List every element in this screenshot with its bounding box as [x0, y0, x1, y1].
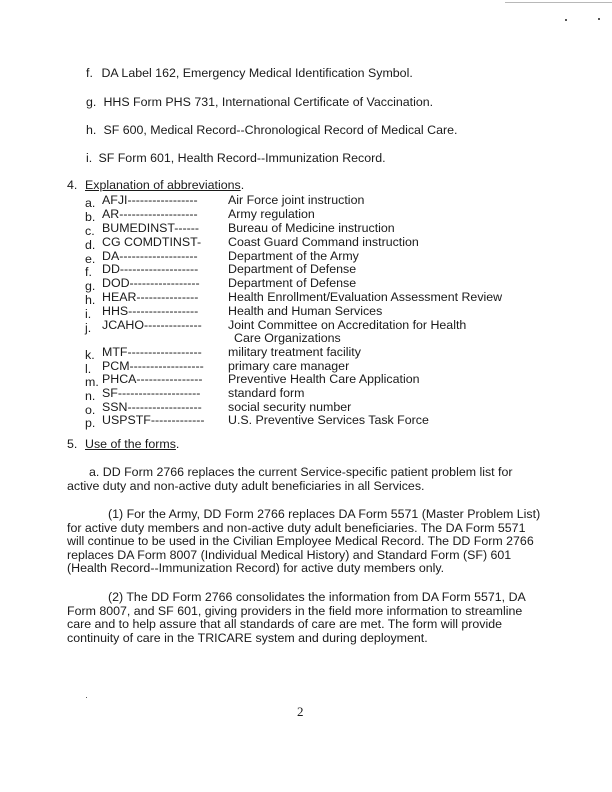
- section-title: Explanation of abbreviations: [85, 178, 241, 192]
- section-number: 5.: [67, 437, 78, 451]
- list-letter: g.: [86, 95, 97, 109]
- form-reference-f: [86, 66, 413, 80]
- row-letter: n.: [85, 389, 96, 403]
- heading-punctuation: .: [240, 178, 245, 192]
- form-reference-g: [86, 95, 433, 109]
- abbreviation-row: [85, 413, 429, 430]
- abbreviation-definition: Coast Guard Command instruction: [228, 235, 419, 249]
- abbreviation-term: HEAR---------------: [102, 290, 199, 304]
- abbreviation-row: [85, 359, 350, 376]
- abbreviation-term: DD-------------------: [102, 262, 199, 276]
- list-letter: f.: [86, 66, 93, 80]
- row-letter: k.: [85, 348, 95, 362]
- paragraph-text: (1) For the Army, DD Form 2766 replaces DA Form 5571 (Master Problem List) for active duty members and non-active duty adult beneficiaries. The DA Form 5571 will continue to be used in the Civilian Employee Medical Record. The DD Form 2766 replaces DA Form 8007 (Individual Medical History) and Standard Form (SF) 601 (Health Record--Immunization Record) for active duty members only.: [67, 507, 541, 576]
- abbreviation-row: [85, 372, 420, 389]
- abbreviation-definition: standard form: [228, 386, 305, 400]
- reference-text: SF Form 601, Health Record--Immunization Record.: [98, 151, 386, 165]
- abbreviation-row: [85, 400, 352, 417]
- row-letter: m.: [85, 375, 99, 389]
- abbreviation-row: [85, 262, 357, 279]
- section-title: Use of the forms: [85, 437, 176, 451]
- abbreviation-row: [85, 318, 467, 346]
- abbreviation-definition: Air Force joint instruction: [228, 193, 365, 207]
- reference-text: DA Label 162, Emergency Medical Identification Symbol.: [101, 66, 413, 80]
- list-letter: i.: [86, 151, 93, 165]
- abbreviation-definition: Army regulation: [228, 207, 315, 221]
- row-letter: g.: [85, 279, 96, 293]
- list-letter: h.: [86, 123, 97, 137]
- abbreviation-row: [85, 249, 359, 266]
- abbreviation-definition: social security number: [228, 400, 352, 414]
- abbreviation-definition: Department of Defense: [228, 276, 357, 290]
- abbreviation-row: [85, 386, 305, 403]
- paragraph-text: a. DD Form 2766 replaces the current Service-specific patient problem list for active duty and non-active duty adult beneficiaries in all Services.: [67, 465, 513, 493]
- row-letter: p.: [85, 416, 96, 430]
- row-letter: i.: [85, 307, 92, 321]
- abbreviation-row: [85, 276, 357, 293]
- row-letter: j.: [85, 321, 92, 335]
- abbreviation-term: AFJI-----------------: [102, 193, 198, 207]
- abbreviation-term: SSN------------------: [102, 400, 202, 414]
- abbreviation-definition: Department of the Army: [228, 249, 359, 263]
- section-4-heading: [67, 178, 244, 192]
- row-letter: l.: [85, 362, 92, 376]
- paragraph-5a-2: [67, 591, 545, 645]
- row-letter: c.: [85, 224, 95, 238]
- abbreviation-term: PHCA----------------: [102, 372, 203, 386]
- heading-punctuation: .: [175, 437, 180, 451]
- abbreviation-term: AR-------------------: [102, 207, 198, 221]
- abbreviation-definition: Health Enrollment/Evaluation Assessment Review: [228, 290, 503, 304]
- abbreviation-row: [85, 304, 383, 321]
- abbreviation-row: [85, 345, 361, 362]
- paragraph-5a-1: [67, 508, 545, 576]
- abbreviation-definition: Bureau of Medicine instruction: [228, 221, 395, 235]
- row-letter: e.: [85, 252, 96, 266]
- abbreviation-row: [85, 290, 503, 307]
- abbreviation-row: [85, 235, 419, 252]
- abbreviation-term: CG COMDTINST-: [102, 235, 202, 249]
- abbreviation-term: USPSTF-------------: [102, 413, 205, 427]
- reference-text: SF 600, Medical Record--Chronological Record of Medical Care.: [103, 123, 458, 137]
- section-5-heading: [67, 437, 179, 451]
- form-reference-i: [86, 151, 386, 165]
- abbreviation-row: [85, 207, 315, 224]
- paragraph-text: (2) The DD Form 2766 consolidates the information from DA Form 5571, DA Form 8007, and SF 601, giving providers in the field more information to streamline care and to help assure that all standards of care are met. The form will provide continuity of care in the TRICARE system and during deployment.: [67, 590, 526, 645]
- reference-text: HHS Form PHS 731, International Certificate of Vaccination.: [103, 95, 434, 109]
- scan-speck: [565, 19, 567, 21]
- row-letter: b.: [85, 210, 96, 224]
- scan-artifact-line: [505, 2, 612, 3]
- abbreviation-definition: Joint Committee on Accreditation for Health: [228, 318, 467, 332]
- abbreviation-definition: Preventive Health Care Application: [228, 372, 420, 386]
- abbreviation-definition: military treatment facility: [228, 345, 361, 359]
- abbreviation-definition: primary care manager: [228, 359, 350, 373]
- abbreviation-term: HHS-----------------: [102, 304, 199, 318]
- abbreviation-term: MTF------------------: [102, 345, 202, 359]
- abbreviation-term: DA-------------------: [102, 249, 198, 263]
- page-number: 2: [297, 704, 304, 719]
- row-letter: a.: [85, 196, 96, 210]
- abbreviation-term: DOD-----------------: [102, 276, 200, 290]
- abbreviation-definition: Health and Human Services: [228, 304, 383, 318]
- abbreviation-term: BUMEDINST------: [102, 221, 200, 235]
- scan-speck: [598, 18, 600, 20]
- row-letter: d.: [85, 238, 96, 252]
- scan-speck: [86, 697, 87, 698]
- abbreviation-row: [85, 221, 395, 238]
- abbreviation-term: PCM------------------: [102, 359, 204, 373]
- row-letter: o.: [85, 403, 96, 417]
- section-number: 4.: [67, 178, 78, 192]
- paragraph-5a: [67, 466, 545, 493]
- row-letter: h.: [85, 293, 96, 307]
- abbreviation-definition-continued: Care Organizations: [234, 331, 341, 345]
- abbreviation-definition: U.S. Preventive Services Task Force: [228, 413, 429, 427]
- abbreviation-row: [85, 193, 365, 210]
- form-reference-h: [86, 123, 457, 137]
- abbreviation-term: JCAHO--------------: [102, 318, 202, 332]
- abbreviation-definition: Department of Defense: [228, 262, 357, 276]
- abbreviation-term: SF--------------------: [102, 386, 201, 400]
- row-letter: f.: [85, 265, 92, 279]
